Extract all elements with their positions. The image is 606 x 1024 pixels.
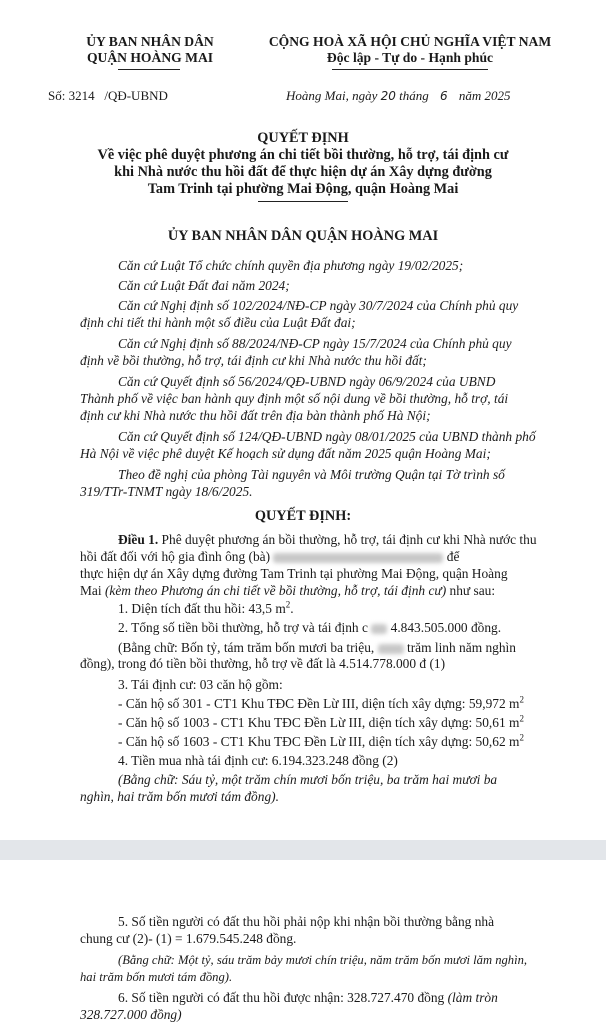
document-date: Hoàng Mai, ngày 20 tháng 6 năm 2025: [286, 88, 511, 103]
motto-underline: [332, 69, 488, 70]
basis-1: Căn cứ Luật Tổ chức chính quyền địa phương ngày 19/02/2025;: [118, 258, 464, 273]
basis-6-line-2: Hà Nội về việc phê duyệt Kế hoạch sử dụng đất năm 2025 quận Hoàng Mai;: [80, 446, 491, 461]
item-4-words-line-2: nghìn, hai trăm bốn mươi tám đồng).: [80, 789, 279, 804]
article-1-line-4: Mai (kèm theo Phương án chi tiết về bồi thường, hỗ trợ, tái định cư) như sau:: [80, 583, 496, 598]
redacted-fragment: [378, 644, 404, 654]
basis-6-line-1: Căn cứ Quyết định số 124/QĐ-UBND ngày 08/01/2025 của UBND thành phố: [118, 429, 536, 444]
date-month-handwritten: 6: [440, 89, 448, 103]
date-day-handwritten: 20: [380, 89, 396, 103]
decision-heading: QUYẾT ĐỊNH:: [254, 508, 352, 524]
basis-7-line-2: 319/TTr-TNMT ngày 18/6/2025.: [80, 484, 253, 499]
basis-3-line-2: định chi tiết thi hành một số điều của Luật Đất đai;: [80, 315, 356, 330]
basis-5-line-3: định cư khi Nhà nước thu hồi đất trên địa bàn thành phố Hà Nội;: [80, 408, 431, 423]
item-5-words-line-1: (Bằng chữ: Một tỷ, sáu trăm bảy mươi chín triệu, năm trăm bốn mươi lăm nghìn,: [118, 953, 528, 967]
document-heading: QUYẾT ĐỊNH: [257, 130, 349, 146]
title-underline: [258, 201, 348, 202]
apartment-1603: - Căn hộ số 1603 - CT1 Khu TĐC Đền Lừ III, diện tích xây dựng: 50,62 $m^2$: [118, 732, 524, 749]
nation-line-1: CỘNG HOÀ XÃ HỘI CHỦ NGHĨA VIỆT NAM: [268, 34, 552, 49]
basis-4-line-1: Căn cứ Nghị định số 88/2024/NĐ-CP ngày 15/7/2024 của Chính phủ quy: [118, 336, 512, 351]
item-2-total-compensation: 2. Tổng số tiền bồi thường, hỗ trợ và tái định c 4.843.505.000 đồng.: [118, 620, 502, 635]
title-line-3: Tam Trinh tại phường Mai Động, quận Hoàng Mai: [147, 181, 459, 197]
apartment-1003: - Căn hộ số 1003 - CT1 Khu TĐC Đền Lừ III, diện tích xây dựng: 50,61 $m^2$: [118, 713, 524, 730]
basis-3-line-1: Căn cứ Nghị định số 102/2024/NĐ-CP ngày 30/7/2024 của Chính phủ quy: [118, 298, 519, 313]
issuer-line-2: QUẬN HOÀNG MAI: [86, 50, 214, 65]
item-5-words-line-2: hai trăm bốn mươi tám đồng).: [80, 970, 233, 984]
item-3-resettlement: 3. Tái định cư: 03 căn hộ gồm:: [118, 677, 283, 692]
article-1-line-1: Điều 1. Phê duyệt phương án bồi thường, hỗ trợ, tái định cư khi Nhà nước thu: [118, 532, 537, 547]
title-line-2: khi Nhà nước thu hồi đất để thực hiện dự án Xây dựng đường: [114, 164, 492, 180]
item-6-line-1: 6. Số tiền người có đất thu hồi được nhận: 328.727.470 đồng (làm tròn: [118, 990, 498, 1005]
item-5-line-2: chung cư (2)- (1) = 1.679.545.248 đồng.: [80, 931, 297, 946]
redacted-name: [273, 553, 443, 563]
basis-4-line-2: định về bồi thường, hỗ trợ, tái định cư khi Nhà nước thu hồi đất;: [80, 353, 427, 368]
item-2-words-line-1: (Bằng chữ: Bốn tỷ, tám trăm bốn mươi ba triệu, trăm linh năm nghìn: [118, 640, 516, 655]
item-1-land-area: 1. Diện tích đất thu hồi: 43,5 $m^2$.: [118, 599, 294, 616]
title-line-1: Về việc phê duyệt phương án chi tiết bồi thường, hỗ trợ, tái định cư: [97, 147, 509, 163]
document-number: Số: 3214 /QĐ-UBND: [48, 88, 168, 103]
page-separator: [0, 840, 606, 860]
apartment-301: - Căn hộ số 301 - CT1 Khu TĐC Đền Lừ III, diện tích xây dựng: 59,972 $m^2$: [118, 694, 524, 711]
issuer-underline: [118, 69, 180, 70]
basis-5-line-2: Thành phố về việc ban hành quy định một số nội dung về bồi thường, hỗ trợ, tái: [80, 391, 509, 406]
issuer-heading: ỦY BAN NHÂN DÂN QUẬN HOÀNG MAI: [167, 228, 439, 244]
article-1-line-2: hồi đất đối với hộ gia đình ông (bà) để: [80, 549, 460, 564]
issuer-line-1: ỦY BAN NHÂN DÂN: [86, 34, 214, 49]
article-1-line-3: thực hiện dự án Xây dựng đường Tam Trinh tại phường Mai Động, quận Hoàng: [80, 566, 508, 581]
item-5-line-1: 5. Số tiền người có đất thu hồi phải nộp khi nhận bồi thường bằng nhà: [118, 914, 495, 929]
item-6-line-2: 328.727.000 đồng): [80, 1007, 182, 1022]
basis-7-line-1: Theo đề nghị của phòng Tài nguyên và Môi trường Quận tại Tờ trình số: [118, 467, 505, 482]
basis-5-line-1: Căn cứ Quyết định số 56/2024/QĐ-UBND ngày 06/9/2024 của UBND: [118, 374, 496, 389]
basis-2: Căn cứ Luật Đất đai năm 2024;: [118, 278, 290, 293]
document-page-2: [0, 860, 606, 1024]
item-4-words-line-1: (Bằng chữ: Sáu tỷ, một trăm chín mươi bốn triệu, ba trăm hai mươi ba: [118, 772, 498, 787]
nation-motto: Độc lập - Tự do - Hạnh phúc: [326, 50, 494, 65]
redacted-fragment: [371, 624, 387, 634]
item-2-words-line-2: đồng), trong đó tiền bồi thường, hỗ trợ về đất là 4.514.778.000 đ (1): [80, 656, 446, 671]
item-4-purchase-price: 4. Tiền mua nhà tái định cư: 6.194.323.248 đồng (2): [118, 753, 398, 768]
